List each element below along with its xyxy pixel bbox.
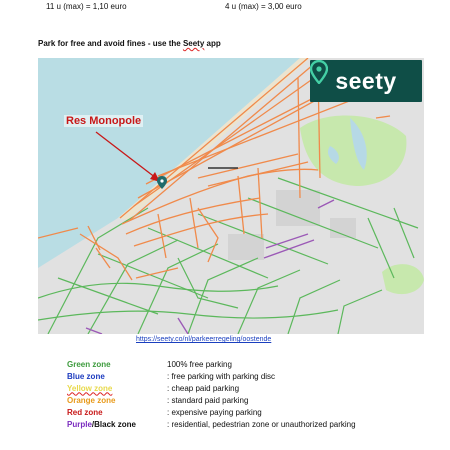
heading-suffix: app (204, 39, 221, 48)
map-pin-icon (310, 60, 328, 84)
legend-row (67, 406, 427, 418)
zone-name-black: Black zone (94, 419, 136, 429)
legend-row (67, 370, 427, 382)
zone-name: Green zone (67, 359, 111, 369)
zone-desc: : residential, pedestrian zone or unauthorized parking (167, 419, 356, 429)
price-right: 4 u (max) = 3,00 euro (225, 2, 302, 11)
zone-name: Yellow zone (67, 383, 113, 393)
zone-name: Orange zone (67, 395, 116, 405)
page-heading (38, 39, 221, 48)
zone-name-sep: / (91, 419, 95, 429)
legend-row (67, 394, 427, 406)
zone-desc: : free parking with parking disc (167, 371, 276, 381)
zone-desc: : cheap paid parking (167, 383, 240, 393)
heading-app-name: Seety (182, 39, 205, 48)
zone-desc: : expensive paying parking (167, 407, 262, 417)
zone-desc: : standard paid parking (167, 395, 249, 405)
building-block (276, 190, 320, 226)
legend-row (67, 382, 427, 394)
zone-legend (67, 358, 427, 430)
res-monopole-label: Res Monopole (66, 115, 142, 127)
price-left: 11 u (max) = 1,10 euro (46, 2, 127, 11)
zone-name: Blue zone (67, 371, 105, 381)
logo-text: seety (335, 67, 397, 94)
zone-desc: 100% free parking (167, 359, 232, 369)
heading-prefix: Park for free and avoid fines - use the (38, 39, 183, 48)
zone-name-purple: Purple (67, 419, 92, 429)
zone-name: Red zone (67, 407, 103, 417)
seety-logo (310, 60, 422, 102)
parking-map (38, 58, 424, 334)
legend-row (67, 418, 427, 430)
top-price-line (0, 0, 450, 14)
zone-name-wrap (67, 384, 167, 393)
legend-row (67, 358, 427, 370)
zone-name-combined (67, 420, 167, 429)
parking-rules-link[interactable]: https://seety.co/nl/parkeerregeling/oostende (136, 336, 272, 343)
